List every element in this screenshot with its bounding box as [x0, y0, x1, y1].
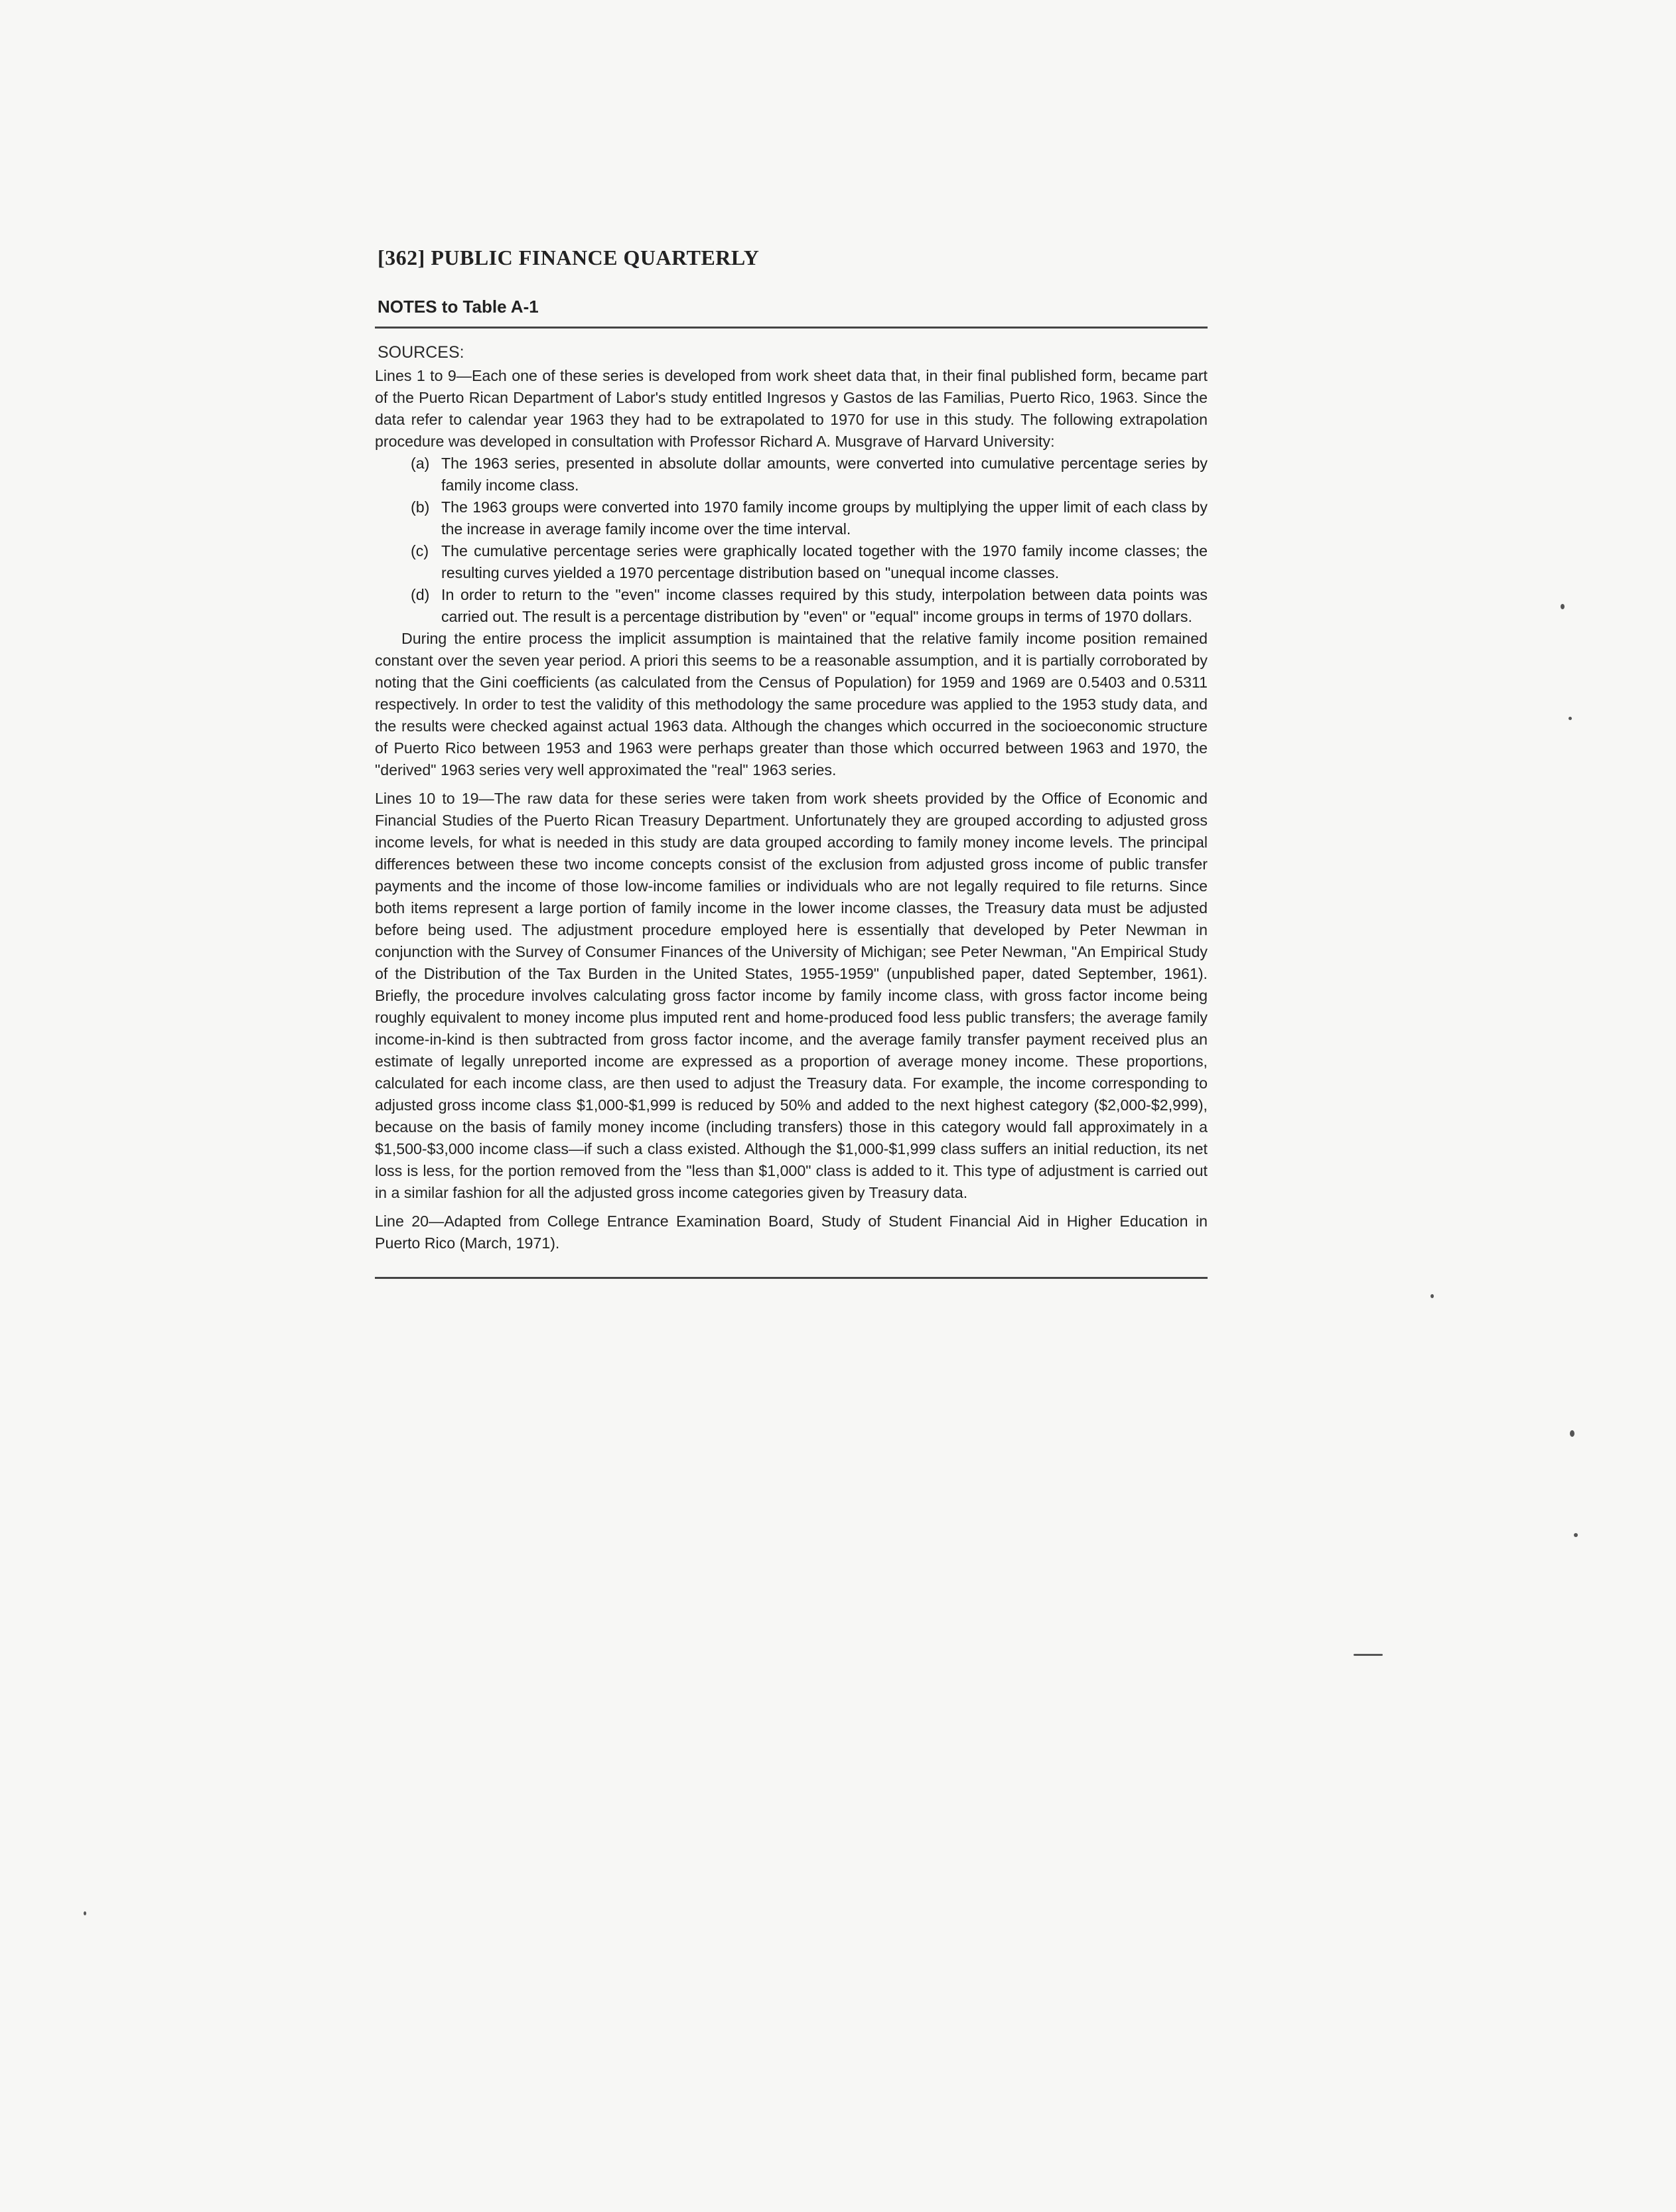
scan-speck — [1561, 604, 1565, 609]
scan-speck — [1354, 1654, 1383, 1656]
step-item — [411, 540, 1208, 584]
notes-content — [375, 246, 1208, 1293]
bottom-rule — [375, 1277, 1208, 1279]
scan-speck — [1569, 717, 1572, 720]
step-letter: (d) — [411, 586, 430, 603]
scan-speck — [84, 1911, 86, 1915]
scan-speck — [1431, 1294, 1434, 1298]
scan-speck — [1574, 1533, 1578, 1537]
top-rule — [375, 327, 1208, 329]
paragraph-line-20: Line 20—Adapted from College Entrance Examination Board, Study of Student Financial Aid in Higher Education in Puerto Rico (March, 1971). — [375, 1213, 1208, 1252]
step-text: In order to return to the "even" income classes required by this study, interpolation between data points was carried out. The result is a percentage distribution by "even" or "equal" income groups in terms of 1970 dollars. — [441, 586, 1208, 625]
step-item — [411, 496, 1208, 540]
extrapolation-steps — [411, 453, 1208, 628]
step-item — [411, 453, 1208, 496]
scan-speck — [1570, 1430, 1574, 1437]
paragraph-lines-10-to-19: Lines 10 to 19—The raw data for these series were taken from work sheets provided by the Office of Economic and Financial Studies of the Puerto Rican Treasury Department. Unfortunately they are grouped according to adjusted gross income levels, for what is needed in this study are data grouped according to family money income levels. The principal differences between these two income concepts consist of the exclusion from adjusted gross income of public transfer payments and the income of those low-income families or individuals who are not legally required to file returns. Since both items represent a large portion of family income in the lower income classes, the Treasury data must be adjusted before being used. The adjustment procedure employed here is essentially that developed by Peter Newman in conjunction with the Survey of Consumer Finances of the University of Michigan; see Peter Newman, "An Empirical Study of the Distribution of the Tax Burden in the United States, 1955-1959" (unpublished paper, dated September, 1961). Briefly, the procedure involves calculating gross factor income by family income class, with gross factor income being roughly equivalent to money income plus imputed rent and home-produced food less public transfers; the average family income-in-kind is then subtracted from gross factor income, and the average family transfer payment received plus an estimate of legally unreported income are expressed as a proportion of average money income. These proportions, calculated for each income class, are then used to adjust the Treasury data. For example, the income corresponding to adjusted gross income class $1,000-$1,999 is reduced by 50% and added to the next highest category ($2,000-$2,999), because on the basis of family money income (including transfers) those in this category would fall approximately in a $1,500-$3,000 income class—if such a class existed. Although the $1,000-$1,999 class suffers an initial reduction, its net loss is less, for the portion removed from the "less than $1,000" class is added to it. This type of adjustment is carried out in a similar fashion for all the adjusted gross income categories given by Treasury data. — [375, 790, 1208, 1201]
notes-title: NOTES to Table A-1 — [378, 297, 539, 317]
running-head: [362] PUBLIC FINANCE QUARTERLY — [378, 246, 760, 269]
step-text: The 1963 groups were converted into 1970 family income groups by multiplying the upper limit of each class by the increase in average family income over the time interval. — [441, 498, 1208, 538]
sources-label: SOURCES: — [378, 343, 464, 362]
step-text: The 1963 series, presented in absolute dollar amounts, were converted into cumulative percentage series by family income class. — [441, 455, 1208, 494]
step-text: The cumulative percentage series were graphically located together with the 1970 family income classes; the resulting curves yielded a 1970 percentage distribution based on "unequal income classes. — [441, 542, 1208, 581]
step-letter: (a) — [411, 455, 430, 472]
paragraph-lines-1-to-9: Lines 1 to 9—Each one of these series is developed from work sheet data that, in their final published form, became part of the Puerto Rican Department of Labor's study entitled Ingresos y Gastos de las Familias, Puerto Rico, 1963. Since the data refer to calendar year 1963 they had to be extrapolated to 1970 for use in this study. The following extrapolation procedure was developed in consultation with Professor Richard A. Musgrave of Harvard University: — [375, 367, 1208, 450]
step-letter: (b) — [411, 498, 430, 516]
step-letter: (c) — [411, 542, 429, 559]
paragraph-process: During the entire process the implicit assumption is maintained that the relative family income position remained constant over the seven year period. A priori this seems to be a reasonable assumption, and it is partially corroborated by noting that the Gini coefficients (as calculated from the Census of Population) for 1959 and 1969 are 0.5403 and 0.5311 respectively. In order to test the validity of this methodology the same procedure was applied to the 1953 study data, and the results were checked against actual 1963 data. Although the changes which occurred in the socioeconomic structure of Puerto Rico between 1953 and 1963 were perhaps greater than those which occurred between 1963 and 1970, the "derived" 1963 series very well approximated the "real" 1963 series. — [375, 630, 1208, 778]
step-item — [411, 584, 1208, 628]
